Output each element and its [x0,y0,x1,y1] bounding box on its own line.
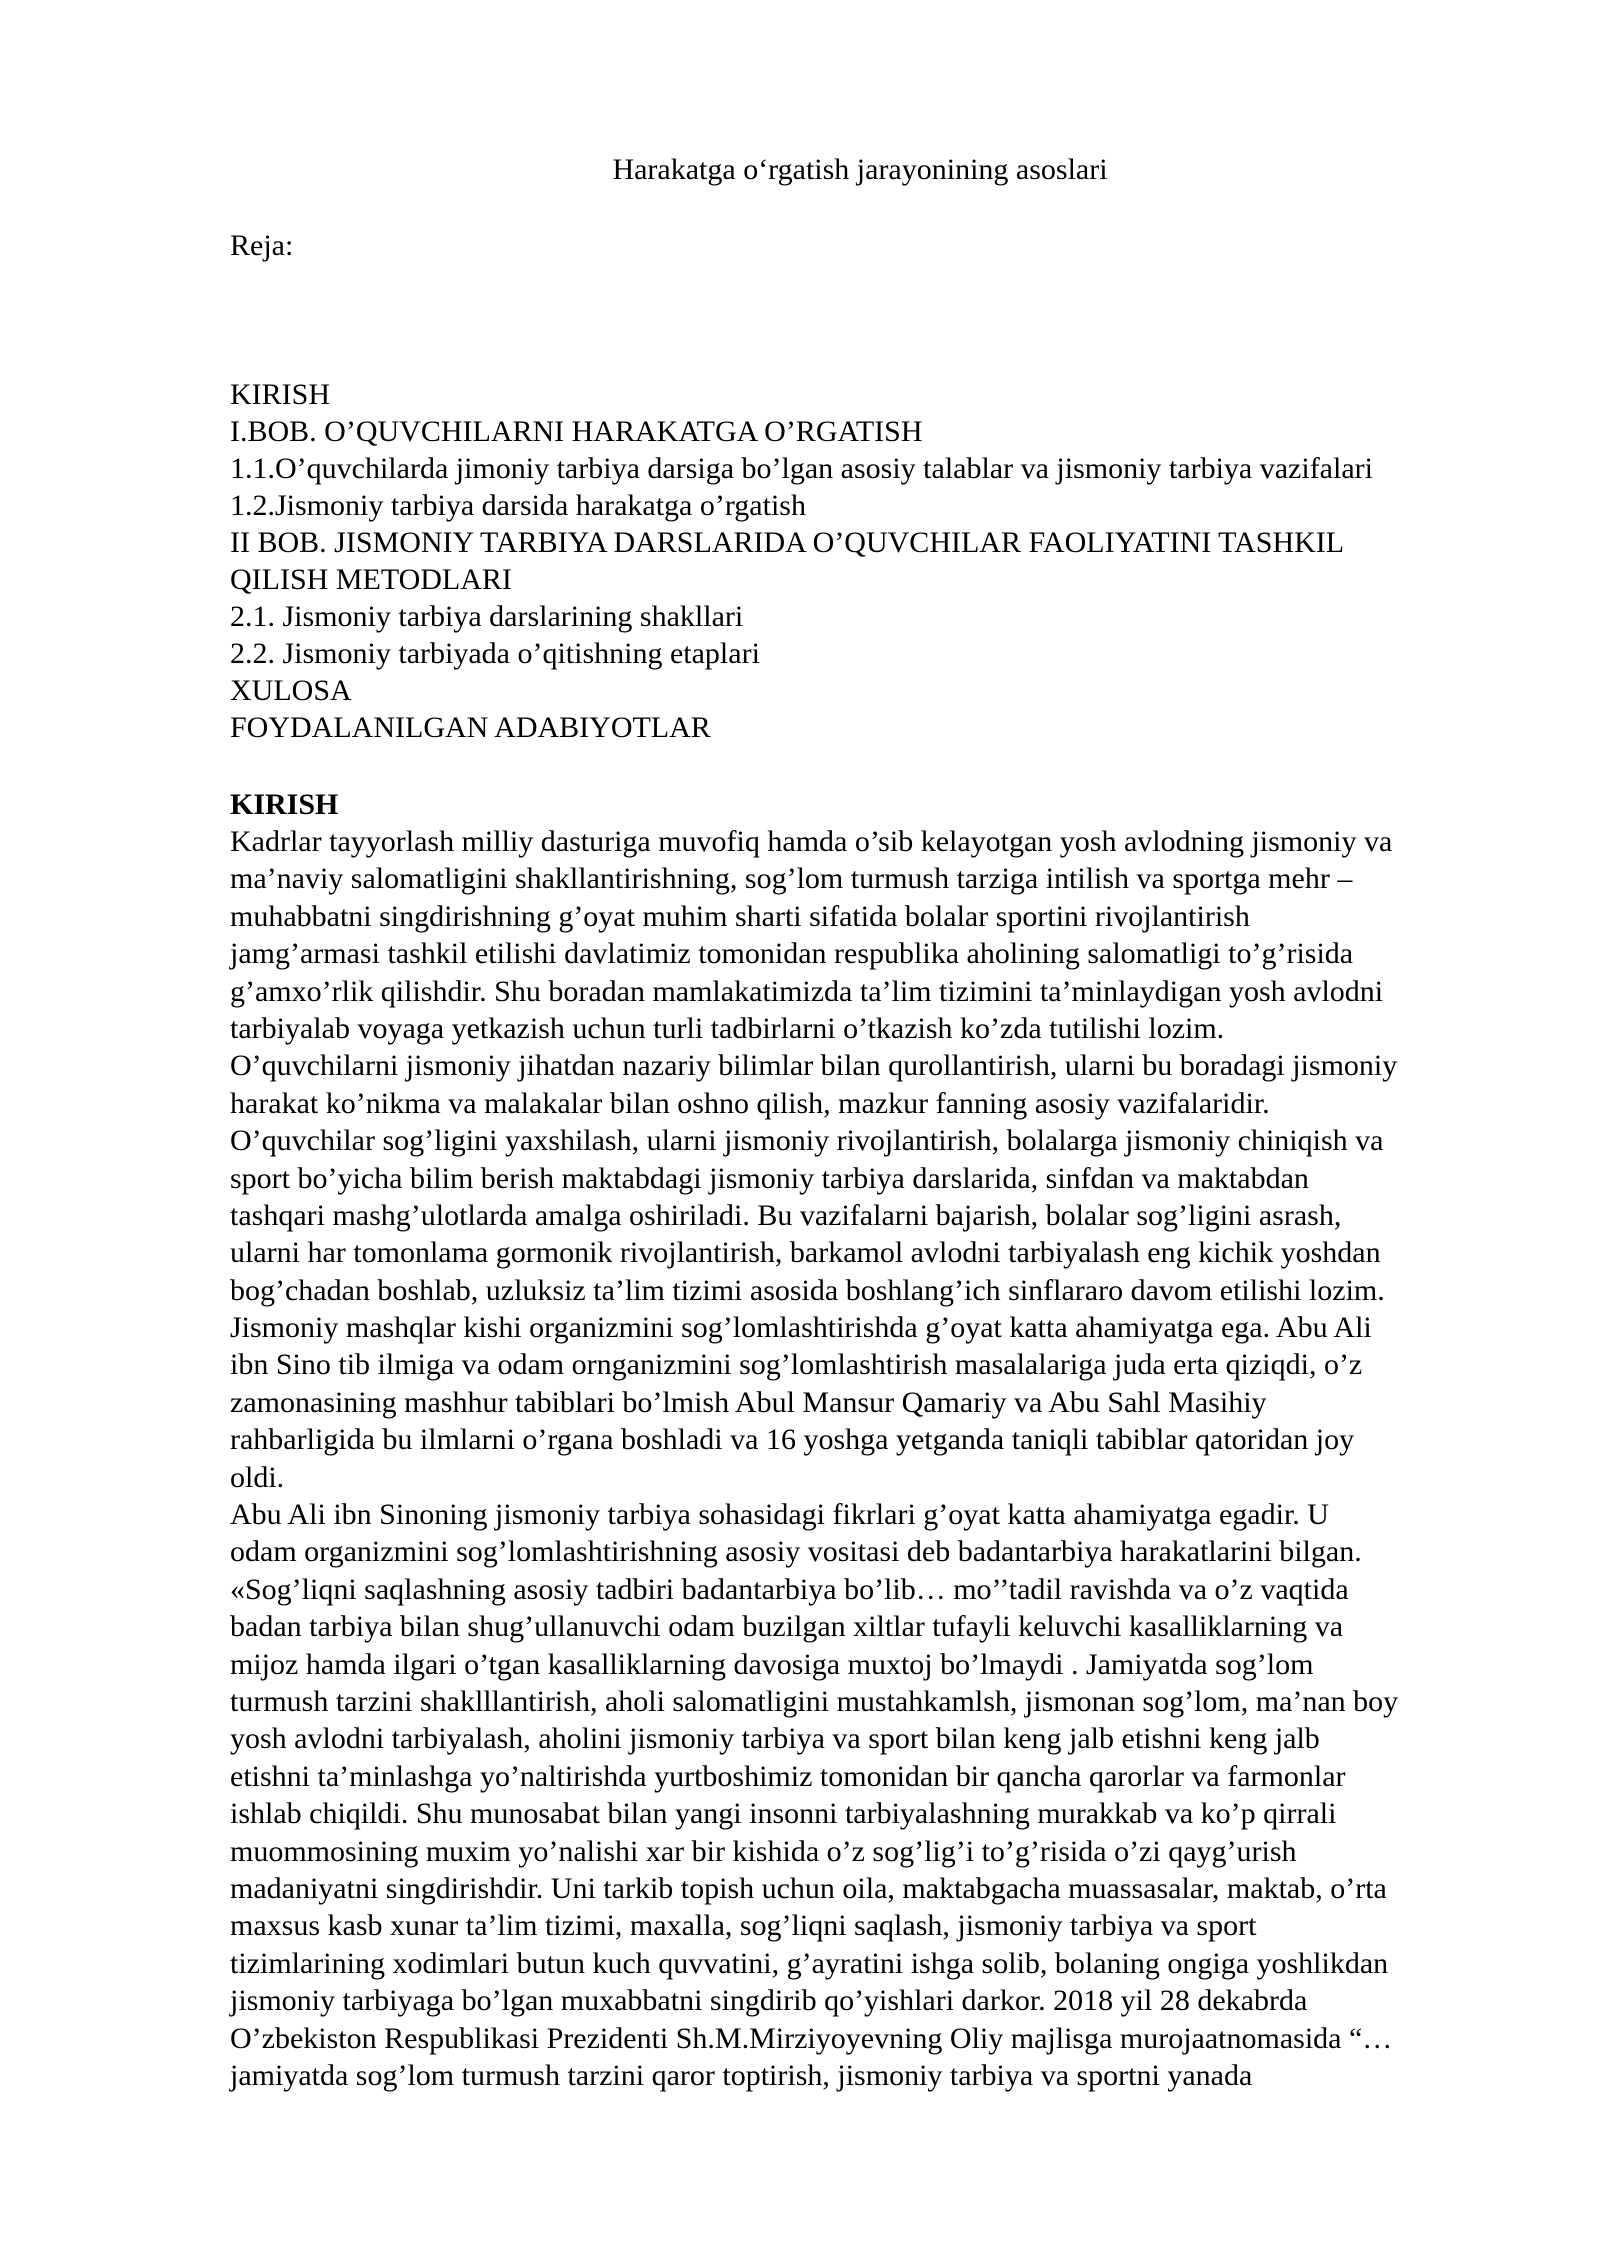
body-text-line: ularni har tomonlama gormonik rivojlantirish, barkamol avlodni tarbiyalash eng kichik yoshdan [230,1236,1381,1270]
body-text [230,823,1560,2094]
body-text-line: muommosining muxim yo’nalishi xar bir kishida o’z sog’lig’i to’g’risida o’zi qayg’urish [230,1834,1297,1868]
toc-item: FOYDALANILGAN ADABIYOTLAR [230,711,711,744]
body-text-line: zamonasining mashhur tabiblari bo’lmish Abul Mansur Qamariy va Abu Sahl Masihiy [230,1385,1267,1419]
body-text-line: ishlab chiqildi. Shu munosabat bilan yangi insonni tarbiyalashning murakkab va ko’p qirrali [230,1797,1337,1831]
toc-item: 2.1. Jismoniy tarbiya darslarining shakllari [230,600,744,633]
body-text-line: ibn Sino tib ilmiga va odam ornganizmini sog’lomlashtirish masalalariga juda erta qiziqdi, o’z [230,1348,1363,1382]
toc-item: 2.2. Jismoniy tarbiyada o’qitishning etaplari [230,637,760,670]
body-text-line: sport bo’yicha bilim berish maktabdagi jismoniy tarbiya darslarida, sinfdan va maktabdan [230,1161,1309,1195]
body-text-line: tizimlarining xodimlari butun kuch quvvatini, g’ayratini ishga solib, bolaning ongiga yoshlikdan [230,1946,1389,1980]
toc-item: I.BOB. O’QUVCHILARNI HARAKATGA O’RGATISH [230,415,923,448]
body-text-line: O’quvchilarni jismoniy jihatdan nazariy bilimlar bilan qurollantirish, ularni bu boradagi jismoniy [230,1049,1398,1083]
body-text-line: ma’naviy salomatligini shakllantirishning, sog’lom turmush tarziga intilish va sportga mehr – [230,862,1353,896]
body-text-line: Jismoniy mashqlar kishi organizmini sog’lomlashtirishda g’oyat katta ahamiyatga ega. Abu Ali [230,1311,1372,1345]
body-text-line: g’amxo’rlik qilishdir. Shu boradan mamlakatimizda ta’lim tizimini ta’minlaydigan yosh avlodni [230,974,1384,1008]
body-text-line: harakat ko’nikma va malakalar bilan oshno qilish, mazkur fanning asosiy vazifalaridir. [230,1086,1270,1120]
document-title: Harakatga o‘rgatish jarayonining asoslari [612,153,1108,186]
toc-item: 1.1.O’quvchilarda jimoniy tarbiya darsiga bo’lgan asosiy talablar va jismoniy tarbiya vazifalari [230,452,1373,485]
toc-item: II BOB. JISMONIY TARBIYA DARSLARIDA O’QUVCHILAR FAOLIYATINI TASHKIL [230,526,1345,559]
body-text-line: badan tarbiya bilan shug’ullanuvchi odam buzilgan xiltlar tufayli keluvchi kasalliklarning va [230,1610,1344,1644]
body-text-line: Kadrlar tayyorlash milliy dasturiga muvofiq hamda o’sib kelayotgan yosh avlodning jismoniy va [230,825,1393,858]
body-text-line: etishni ta’minlashga yo’naltirishda yurtboshimiz tomonidan bir qancha qarorlar va farmonlar [230,1759,1346,1793]
toc-item: QILISH METODLARI [230,563,512,596]
body-text-line: odam organizmini sog’lomlashtirishning asosiy vositasi deb badantarbiya harakatlarini bilgan. [230,1535,1362,1569]
body-text-line: mijoz hamda ilgari o’tgan kasalliklarning davosiga muxtoj bo’lmaydi . Jamiyatda sog’lom [230,1647,1314,1681]
section-heading-kirish: KIRISH [230,788,339,821]
body-text-line: turmush tarzini shaklllantirish, aholi salomatligini mustahkamlsh, jismonan sog’lom, ma’nan boy [230,1684,1399,1718]
body-text-line: muhabbatni singdirishning g’oyat muhim sharti sifatida bolalar sportini rivojlantirish [230,899,1250,933]
body-text-line: O’quvchilar sog’ligini yaxshilash, ularni jismoniy rivojlantirish, bolalarga jismoniy chiniqish va [230,1124,1384,1158]
toc-item: XULOSA [230,674,352,707]
body-text-line: yosh avlodni tarbiyalash, aholini jismoniy tarbiya va sport bilan keng jalb etishni keng jalb [230,1722,1320,1756]
body-text-line: jamiyatda sog’lom turmush tarzini qaror toptirish, jismoniy tarbiya va sportni yanada [230,2058,1253,2092]
table-of-contents [230,376,1530,746]
body-text-line: tarbiyalab voyaga yetkazish uchun turli tadbirlarni o’tkazish ko’zda tutilishi lozim. [230,1011,1225,1045]
plan-label: Reja: [230,229,294,262]
body-text-line: bog’chadan boshlab, uzluksiz ta’lim tizimi asosida boshlang’ich sinflararo davom etilishi lozim. [230,1273,1385,1307]
body-text-line: maxsus kasb xunar ta’lim tizimi, maxalla, sog’liqni saqlash, jismoniy tarbiya va sport [230,1909,1257,1943]
body-text-line: O’zbekiston Respublikasi Prezidenti Sh.M.Mirziyoyevning Oliy majlisga murojaatnomasida “… [230,2021,1393,2055]
toc-item: 1.2.Jismoniy tarbiya darsida harakatga o’rgatish [230,489,806,522]
body-text-line: «Sog’liqni saqlashning asosiy tadbiri badantarbiya bo’lib… mo’’tadil ravishda va o’z vaqtida [230,1572,1349,1606]
body-text-line: Abu Ali ibn Sinoning jismoniy tarbiya sohasidagi fikrlari g’oyat katta ahamiyatga egadir. U [230,1498,1329,1532]
body-text-line: tashqari mashg’ulotlarda amalga oshiriladi. Bu vazifalarni bajarish, bolalar sog’ligini asrash, [230,1198,1342,1232]
body-text-line: rahbarligida bu ilmlarni o’rgana boshladi va 16 yoshga yetganda taniqli tabiblar qatoridan joy [230,1423,1355,1457]
toc-item: KIRISH [230,378,331,411]
body-text-line: jismoniy tarbiyaga bo’lgan muxabbatni singdirib qo’yishlari darkor. 2018 yil 28 dekabrda [230,1984,1308,2018]
body-text-line: jamg’armasi tashkil etilishi davlatimiz tomonidan respublika aholining salomatligi to’g’risida [230,937,1354,971]
body-text-line: oldi. [230,1460,285,1494]
body-text-line: madaniyatni singdirishdir. Uni tarkib topish uchun oila, maktabgacha muassasalar, maktab, o’rta [230,1871,1387,1905]
